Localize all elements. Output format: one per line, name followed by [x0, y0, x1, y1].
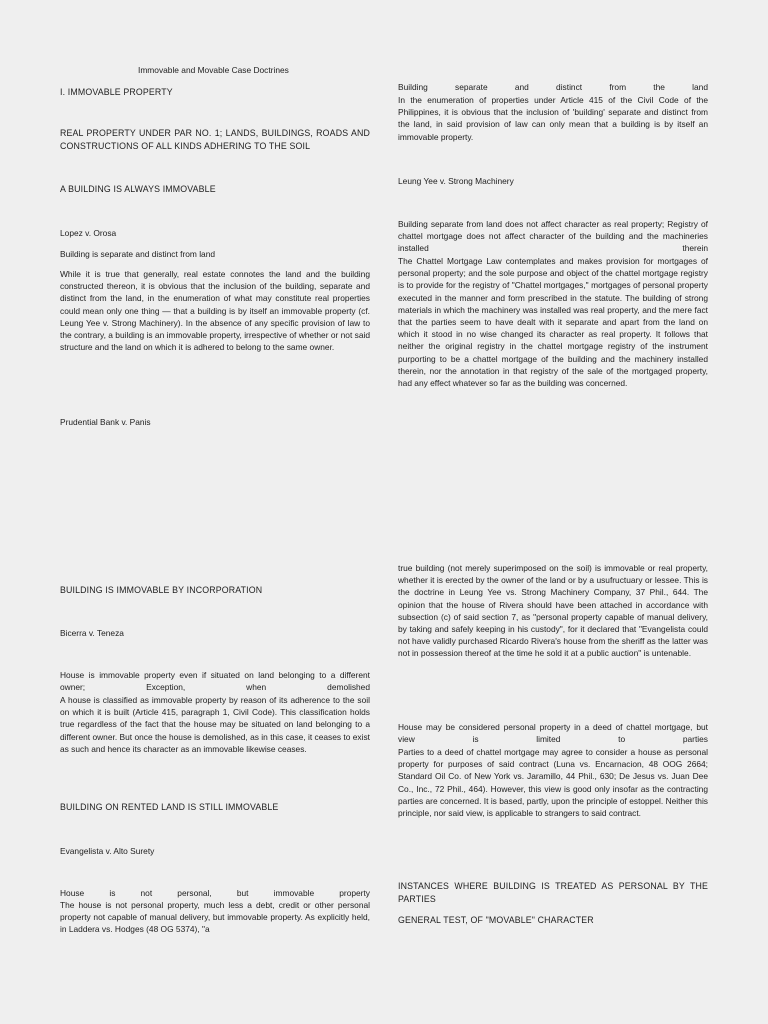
heading-rented-land: BUILDING ON RENTED LAND IS STILL IMMOVABLE	[60, 802, 279, 812]
case-caption-evangelista: House is not personal, but immovable property	[60, 888, 370, 898]
heading-real-property: REAL PROPERTY UNDER PAR NO. 1; LANDS, BUILDINGS, ROADS AND CONSTRUCTIONS OF ALL KINDS ADHERING TO THE SOIL	[60, 128, 370, 151]
case-caption-lopez: Building is separate and distinct from land	[60, 249, 216, 259]
heading-building-always-immovable: A BUILDING IS ALWAYS IMMOVABLE	[60, 184, 216, 194]
case-title-bicerra: Bicerra v. Teneza	[60, 628, 124, 638]
caption-chattel-mortgage: House may be considered personal property in a deed of chattel mortgage, but view is limited to parties	[398, 722, 708, 745]
case-title-lopez: Lopez v. Orosa	[60, 228, 117, 238]
heading-immovable-by-incorporation: BUILDING IS IMMOVABLE BY INCORPORATION	[60, 585, 263, 595]
section-heading-immovable-property: I. IMMOVABLE PROPERTY	[60, 87, 173, 97]
document-title: Immovable and Movable Case Doctrines	[138, 65, 289, 75]
case-caption-bicerra: House is immovable property even if situated on land belonging to a different owner; Exception, when demolished	[60, 670, 370, 693]
case-body-lopez: While it is true that generally, real estate connotes the land and the building constructed thereon, it is obvious that the inclusion of the building, separate and distinct from the land, in the enumeration of what may constitute real properties could mean only one thing — that a building is by itself an immovable property (cf. Leung Yee v. Strong Machinery). In the absence of any specific provision of law to the contrary, a building is an immovable property, irrespective of whether or not said structure and the land on which it is adhered to belong to the same owner.	[60, 269, 370, 353]
case-title-evangelista: Evangelista v. Alto Surety	[60, 846, 155, 856]
body-chattel-mortgage: Parties to a deed of chattel mortgage may agree to consider a house as personal property for purposes of said contract (Luna vs. Encarnacion, 48 OOG 2664; Standard Oil Co. of New York vs. Jaramillo, 44 Phil., 630; De Jesus vs. Juan Dee Co., Inc., 72 Phil., 464). However, this view is good only insofar as the contracting parties are concerned. It is based, partly, upon the principle of estoppel. Neither this principle, nor said view, is applicable to strangers to said contract.	[398, 747, 708, 819]
case-body-bicerra: A house is classified as immovable property by reason of its adherence to the soil on which it is built (Article 415, paragraph 1, Civil Code). This classification holds true regardless of the fact that the house may be situated on land belonging to a different owner. But once the house is demolished, as in this case, it ceases to exist as such and hence its character as an immovable likewise ceases.	[60, 695, 370, 754]
case-caption-leung-yee: Building separate from land does not affect character as real property; Registry of chattel mortgage does not affect character of the building and the machineries installed therein	[398, 219, 708, 254]
case-body-evangelista: The house is not personal property, much less a debt, credit or other personal property not capable of manual delivery, but immovable property. As explicitly held, in Laddera vs. Hodges (48 OG 5374), "a	[60, 900, 370, 935]
case-body-leung-yee: The Chattel Mortgage Law contemplates and makes provision for mortgages of personal property; and the sole purpose and object of the chattel mortgage registry is to provide for the registry of "Chattel mortgages," mortgages of personal property executed in the manner and form prescribed in the statute. The building of strong materials in which the machinery was installed was real property, and the mere fact that the parties seem to have dealt with it separate and apart from the land on which it stood in no wise changed its character as real property. It follows that neither the original registry in the chattel mortgage registry of the instrument purporting to be a chattel mortgage of the building and the machinery installed therein, nor the annotation in that registry of the sale of the mortgaged property, had any effect whatever so far as the building was concerned.	[398, 256, 708, 389]
right-body-separate-distinct: In the enumeration of properties under Article 415 of the Civil Code of the Philippines, it is obvious that the inclusion of 'building' separate and distinct from the land, in said provision of law can only mean that a building is by itself an immovable property.	[398, 95, 708, 142]
heading-general-test: GENERAL TEST, OF "MOVABLE" CHARACTER	[398, 915, 594, 925]
continued-body-evangelista: true building (not merely superimposed on the soil) is immovable or real property, whether it is erected by the owner of the land or by a usufructuary or lessee. This is the doctrine in Leung Yee vs. Strong Machinery Company, 37 Phil., 644. The opinion that the house of Rivera should have been attached in accordance with subsection (c) of said section 7, as "personal property capable of manual delivery, by taking and safely keeping in his custody", for it declared that "Evangelista could not have validly purchased Ricardo Rivera's house from the sheriff as the latter was not in possession thereof at the time he sold it at a public auction" is untenable.	[398, 563, 708, 659]
right-caption-separate-distinct: Building separate and distinct from the land	[398, 82, 708, 92]
case-title-leung-yee: Leung Yee v. Strong Machinery	[398, 176, 514, 186]
case-title-prudential: Prudential Bank v. Panis	[60, 417, 151, 427]
heading-instances-personal: INSTANCES WHERE BUILDING IS TREATED AS PERSONAL BY THE PARTIES	[398, 881, 708, 904]
